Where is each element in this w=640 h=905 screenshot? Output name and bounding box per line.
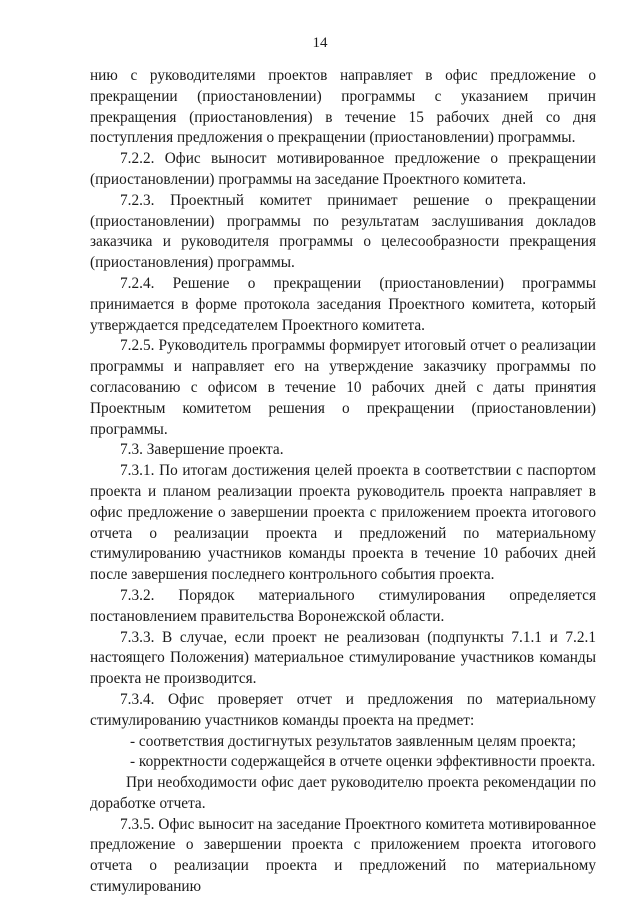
paragraph-continuation: нию с руководителями проектов направляет в офис предложение о прекращении (приостановлении) программы с указанием причин прекращения (приостановления) в течение 15 рабочих дней со дня поступления предложения о прекращении (приостановлении) программы. <box>90 67 596 147</box>
paragraph-7-3-2: 7.3.2. Порядок материального стимулирования определяется постановлением правительства Воронежской области. <box>90 586 596 625</box>
paragraph-7-2-4: 7.2.4. Решение о прекращении (приостановлении) программы принимается в форме протокола заседания Проектного комитета, который утверждается председателем Проектного комитета. <box>90 274 596 334</box>
paragraph-recommendations: При необходимости офис дает руководителю проекта рекомендации по доработке отчета. <box>90 774 596 812</box>
paragraph-7-2-2: 7.2.2. Офис выносит мотивированное предложение о прекращении (приостановлении) программы на заседание Проектного комитета. <box>90 150 596 188</box>
paragraph-7-3-1: 7.3.1. По итогам достижения целей проекта в соответствии с паспортом проекта и планом реализации проекта руководитель проекта направляет в офис предложение о завершении проекта с приложением проекта итогового отчета о реализации проекта и предложений по материальному стимулированию участников команды проекта в течение 10 рабочих дней после завершения последнего контрольного события проекта. <box>90 462 596 584</box>
section-heading-7-3: 7.3. Завершение проекта. <box>120 441 284 459</box>
paragraph-7-3-4: 7.3.4. Офис проверяет отчет и предложения по материальному стимулированию участников команды проекта на предмет: <box>90 690 596 729</box>
list-item-efficiency: - корректности содержащейся в отчете оценки эффективности проекта. <box>130 753 596 771</box>
document-body <box>90 66 596 898</box>
list-item-results: - соответствия достигнутых результатов заявленным целям проекта; <box>130 732 577 750</box>
paragraph-7-2-5: 7.2.5. Руководитель программы формирует итоговый отчет о реализации программы и направляет его на утверждение заказчику программы по согласованию с офисом в течение 10 рабочих дней с даты принятия Проектным комитетом решения о прекращении (приостановлении) программы. <box>90 337 596 438</box>
paragraph-7-3-3: 7.3.3. В случае, если проект не реализован (подпункты 7.1.1 и 7.2.1 настоящего Положения) материальное стимулирование участников команды проекта не производится. <box>90 628 596 688</box>
paragraph-7-3-5: 7.3.5. Офис выносит на заседание Проектного комитета мотивированное предложение о завершении проекта с приложением проекта итогового отчета о реализации проекта и предложений по материальному стимулированию <box>90 815 596 896</box>
page-number: 14 <box>312 35 328 51</box>
paragraph-7-2-3: 7.2.3. Проектный комитет принимает решение о прекращении (приостановлении) программы по результатам заслушивания докладов заказчика и руководителя программы о целесообразности прекращения (приостановления) программы. <box>90 191 596 272</box>
